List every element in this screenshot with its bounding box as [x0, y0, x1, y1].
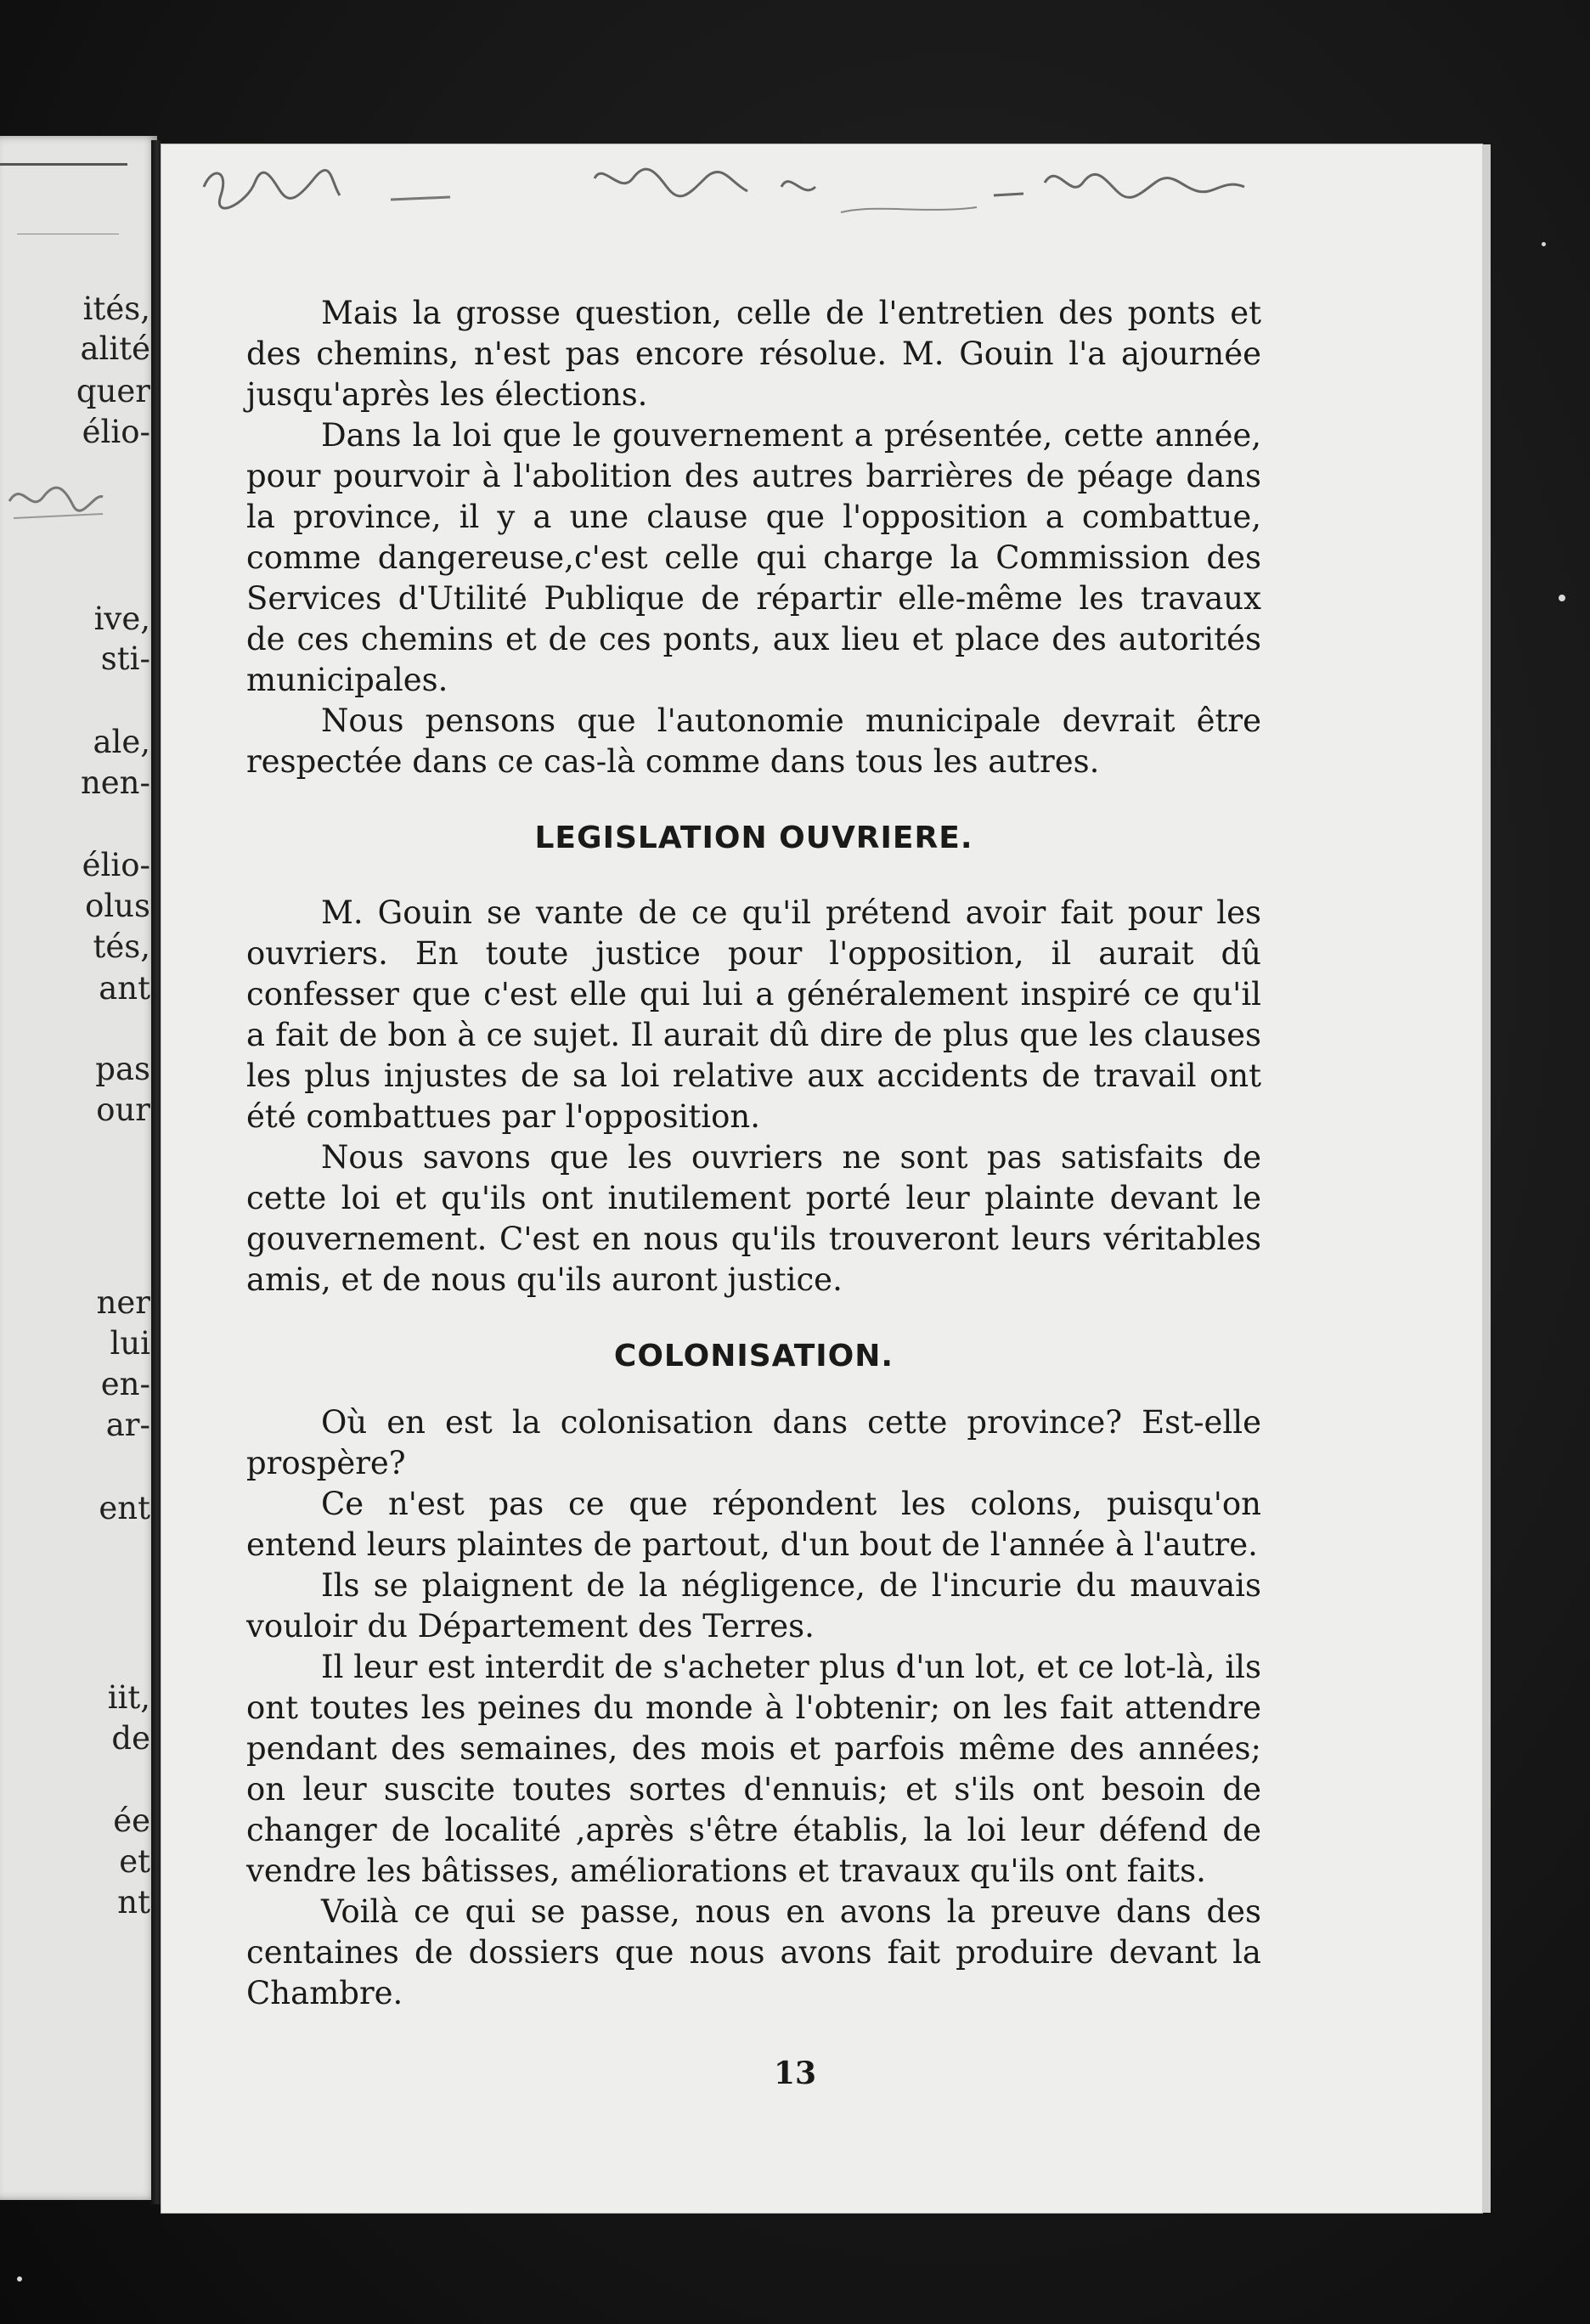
left-page-fragment: ive, [93, 601, 150, 637]
paragraph: M. Gouin se vante de ce qu'il prétend avoir fait pour les ouvriers. En toute justice pour l'opposition, il aurait dû confesser que c'est elle qui lui a généralement inspiré ce qu'il a fait de bon à ce sujet. Il aurait dû dire de plus que les clauses les plus injustes de sa loi relative aux accidents de travail ont été combattues par l'opposition. [246, 894, 1261, 1135]
paragraph: Dans la loi que le gouvernement a présentée, cette année, pour pourvoir à l'abolition des autres barrières de péage dans la province, il y a une clause que l'opposition a combattue, comme dangereuse,c'est celle qui charge la Commission des Services d'Utilité Publique de répartir elle-même les travaux de ces chemins et de ces ponts, aux lieu et place des autorités municipales. [246, 417, 1261, 698]
left-page-fragment: nen- [80, 764, 150, 801]
paragraph: Ce n'est pas ce que répondent les colons, puisqu'on entend leurs plaintes de partout, d'un bout de l'année à l'autre. [246, 1486, 1261, 1563]
scan-speck [1542, 242, 1546, 246]
page-body [246, 293, 1261, 2014]
left-page-rule [0, 163, 127, 166]
paragraph: Nous pensons que l'autonomie municipale devrait être respectée dans ce cas-là comme dans tous les autres. [246, 702, 1261, 780]
page-number: 13 [773, 2056, 817, 2091]
paragraph: Ils se plaignent de la négligence, de l'incurie du mauvais vouloir du Département des Terres. [246, 1567, 1261, 1644]
left-page-fragment: en- [100, 1366, 150, 1402]
left-page-fragment: et [119, 1843, 150, 1880]
left-page-fragment: olus [85, 888, 150, 924]
left-page-fragment: alité [80, 330, 150, 367]
left-page-fragment: tés, [93, 928, 150, 965]
left-page-fragment: ar- [105, 1407, 150, 1443]
handwritten-annotation [195, 153, 1257, 221]
scan-speck [1559, 595, 1565, 601]
left-page-fragment: ant [99, 970, 150, 1007]
left-page-fragment: quer [76, 373, 150, 409]
left-page-fragment: sti- [100, 640, 150, 677]
left-page-fragment: iit, [107, 1679, 150, 1716]
left-page-fragment: ner [96, 1284, 150, 1321]
left-page-fragment: our [96, 1091, 150, 1128]
left-page-fragment: ale, [93, 724, 150, 760]
section-heading-legislation: LEGISLATION OUVRIERE. [534, 821, 973, 855]
section-heading-colonisation: COLONISATION. [613, 1339, 894, 1374]
left-facing-page [0, 136, 157, 2200]
left-page-fragment: ée [113, 1802, 150, 1839]
left-page-fragment: nt [117, 1884, 150, 1921]
paragraph: Nous savons que les ouvriers ne sont pas satisfaits de cette loi et qu'ils ont inutilement porté leur plainte devant le gouvernement. C'est en nous qu'ils trouveront leurs véritables amis, et de nous qu'ils auront justice. [246, 1139, 1261, 1298]
paragraph: Où en est la colonisation dans cette province? Est-elle prospère? [246, 1404, 1261, 1481]
left-page-fragment: ités, [82, 290, 150, 327]
paragraph: Il leur est interdit de s'acheter plus d'un lot, et ce lot-là, ils ont toutes les peines du monde à l'obtenir; on les fait attendre pendant des semaines, des mois et parfois même des années; on leur suscite toutes sortes d'ennuis; et s'ils ont besoin de changer de localité ,après s'être établis, la loi leur défend de vendre les bâtisses, améliorations et travaux qu'ils ont faits. [246, 1649, 1261, 1889]
left-page-fragment: élio- [82, 414, 150, 450]
left-page-handwriting [5, 471, 107, 522]
paragraph: Voilà ce qui se passe, nous en avons la preuve dans des centaines de dossiers que nous avons fait produire devant la Chambre. [246, 1893, 1261, 2011]
left-page-fragment: élio- [82, 847, 150, 883]
scan-speck [17, 2276, 22, 2282]
left-page-fragment: de [111, 1720, 150, 1757]
left-page-fragment: ent [99, 1490, 150, 1526]
page-edge [1482, 144, 1491, 2213]
paragraph: Mais la grosse question, celle de l'entretien des ponts et des chemins, n'est pas encore résolue. M. Gouin l'a ajournée jusqu'après les élections. [246, 295, 1261, 413]
left-page-fragment: pas [95, 1051, 150, 1087]
left-page-fragment: lui [110, 1325, 150, 1362]
